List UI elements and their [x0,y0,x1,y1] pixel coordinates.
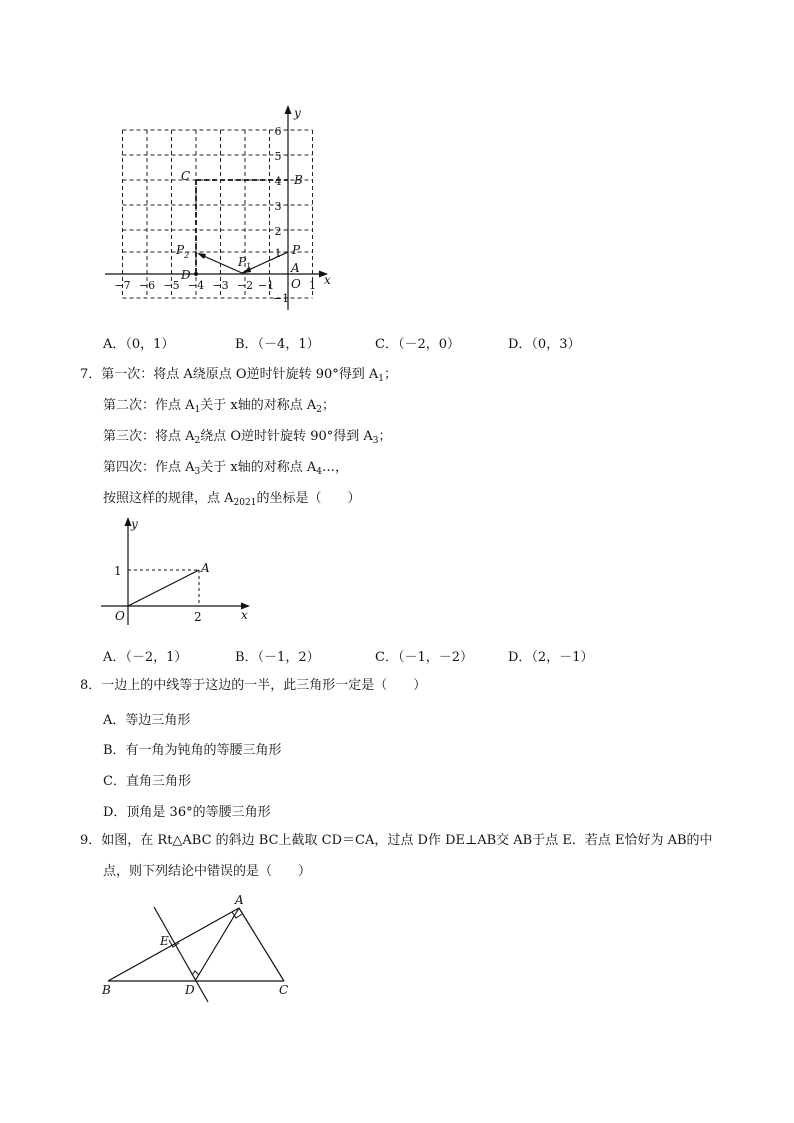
q6-option-a[interactable]: A．（0，1） [103,337,175,352]
q7-stem-line-2: 第二次：作点 $A_1$关于 x轴的对称点 $A_2$； [103,398,336,415]
x-tick-label: −2 [236,279,254,292]
point-label-b: B [294,173,303,187]
q6-coordinate-grid-figure [100,105,340,320]
y-tick-label: 1 [274,247,282,260]
x-value-label: 2 [194,610,202,624]
q9-stem-line-1: 9．如图，在 Rt△ABC 的斜边 BC上截取 CD＝CA，过点 D作 DE⊥AB交 AB于点 E．若点 E恰好为 AB的中 [80,833,713,848]
point-label-d: D [185,983,195,997]
x-tick-label: −5 [163,279,180,292]
x-tick-label: −1 [257,279,275,292]
x-tick-label: −6 [138,279,156,292]
y-axis-label: y [131,517,138,531]
q8-stem: 8．一边上的中线等于这边的一半，此三角形一定是（ ） [80,678,427,693]
point-label-p1: P [238,255,247,269]
x-tick-label: −7 [114,279,131,292]
point-label-c: C [279,983,289,997]
point-label-c: C [181,169,191,183]
y-tick-label: 3 [274,200,282,213]
q8-option-b[interactable]: B．有一角为钝角的等腰三角形 [103,743,282,758]
y-tick-label: 5 [274,150,282,163]
point-label-a: A [201,561,210,575]
q7-option-a[interactable]: A．（－2，1） [103,650,188,665]
q8-option-c[interactable]: C．直角三角形 [103,774,191,789]
y-tick-label: 2 [274,225,282,238]
q7-stem-line-3: 第三次：将点 $A_2$绕点 O逆时针旋转 90°得到 $A_3$； [103,429,392,446]
q7-stem-line-4: 第四次：作点 $A_3$关于 x轴的对称点 $A_4\dots$， [103,460,349,477]
y-value-label: 1 [114,564,122,578]
point-label-p1-subscript: 1 [246,262,252,271]
q9-stem-line-2: 点，则下列结论中错误的是（ ） [103,864,312,879]
x-axis-label: x [324,273,331,287]
origin-label: O [115,609,125,623]
y-axis-label: y [294,106,301,120]
q6-option-c[interactable]: C．（－2，0） [375,337,460,352]
point-label-p2: P [176,243,185,257]
q7-stem-line-5: 按照这样的规律，点 $A_{2021}$的坐标是（ ） [103,491,361,508]
point-label-e: E [160,934,169,948]
q8-option-d[interactable]: D．顶角是 36°的等腰三角形 [103,805,271,820]
q7-option-d[interactable]: D．（2，－1） [508,650,594,665]
x-axis-label: x [241,608,248,622]
q9-triangle-figure [98,890,298,1005]
origin-label: O [291,277,301,291]
x-tick-label: −4 [187,279,205,292]
point-label-a: A [291,261,300,275]
q6-option-b[interactable]: B．（－4，1） [235,337,320,352]
y-tick-label: 4 [274,175,282,188]
point-label-p: P [292,243,301,257]
point-label-p2-subscript: 2 [184,251,190,260]
x-tick-label: −3 [212,279,229,292]
q8-option-a[interactable]: A．等边三角形 [103,713,191,728]
y-tick-label: −1 [272,292,290,305]
point-label-a: A [235,893,244,907]
point-label-b: B [102,983,111,997]
q7-stem-line-1: 7．第一次：将点 A绕原点 O逆时针旋转 90°得到 $A_1$； [80,367,398,384]
q7-option-c[interactable]: C．（－1，－2） [375,650,473,665]
y-tick-label: 6 [274,125,282,138]
q7-option-b[interactable]: B．（－1，2） [235,650,320,665]
q6-option-d[interactable]: D．（0，3） [508,337,581,352]
point-label-d: D [181,268,191,282]
x-tick-label: 1 [309,279,316,292]
q7-coordinate-figure [96,513,256,628]
